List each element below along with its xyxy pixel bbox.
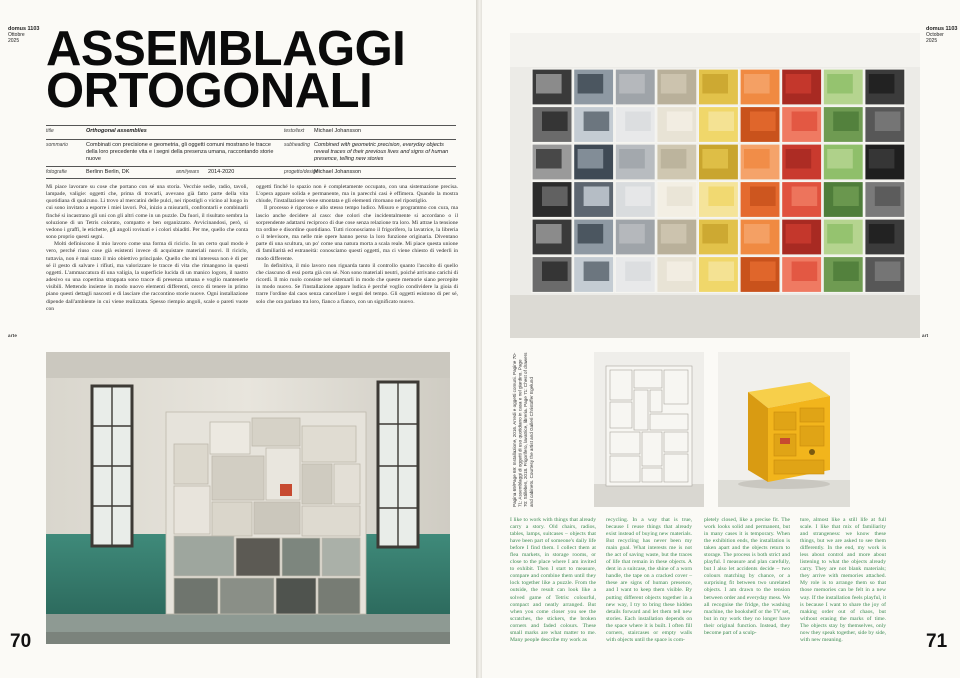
- shelf-object: [750, 112, 776, 132]
- shelf-object: [661, 149, 687, 169]
- shelf-object: [708, 262, 734, 282]
- meta-project-value: Michael Johansson: [314, 169, 362, 175]
- title-line-1: ASSEMBLAGGI: [46, 22, 406, 76]
- meta-summary-key: sommario: [46, 142, 68, 148]
- shelf-installation-photo: [510, 33, 920, 338]
- english-column-3: [704, 517, 790, 637]
- shelf-object: [744, 74, 770, 94]
- shelf-object: [578, 149, 604, 169]
- shelf-object: [833, 262, 859, 282]
- meta-row-title: [46, 125, 456, 139]
- shelf-object: [827, 224, 853, 244]
- masthead-issue: domus 1103: [8, 26, 40, 32]
- meta-project-key: progetto/design: [284, 169, 319, 175]
- english-column-4: [800, 517, 886, 644]
- shelf-object: [792, 187, 818, 207]
- paragraph: I like to work with things that already carry a story. Old chairs, radios, tables, lamps, suitcases – objects that have been part of someone's daily life before I find them. I collect them at flea markets, in storage rooms, or close to the place where I am invited to exhibit. Then I start to measure, compare and combine them until they lock together like a puzzle. From the outside, the result can look like a solved game of Tetris: colourful, compact and neatly arranged. But when you come closer you see the scratches, the stickers, the broken corners and faded colours. These small marks are what matter to me. Many people describe my work as: [510, 517, 596, 643]
- shelf-object: [619, 149, 645, 169]
- meta-title-value: Orthogonal assemblies: [86, 128, 147, 134]
- paragraph: Molti definiscono il mio lavoro come una forma di riciclo. In un certo qual modo è vero, perché riuso cose già esistenti invece di acquistare materiali nuovi. Il riciclo, tuttavia, non è mai stato il mio obiettivo principale. Quello che mi interessa non è di per sé il gesto di salvare i rifiuti, ma valorizzare le tracce di vita che rimangono in questi oggetti. L'ammaccatura di una valigia, la superficie lucida di un manico logoro, il nastro adesivo su una copertina strappata sono tracce di presenza umana e voglio mantenerle visibili. Mettendo insieme in modo nuovo elementi differenti, cerco di tenere in primo piano questi dettagli nascosti e di lasciare che raccontino storie nuove. Ogni installazione dipende dall'ambiente in cui viene realizzata. Spesso riempio angoli, scale o pareti vuote con: [46, 241, 248, 312]
- shelf-object: [708, 187, 734, 207]
- meta-author-value: Michael Johansson: [314, 128, 362, 134]
- shelf-object: [625, 187, 651, 207]
- paragraph: In definitiva, il mio lavoro non riguarda tanto il controllo quanto l'ascolto di quello che ciascuno di essi porta già con sé. Non sono materiali neutri, poiché arrivano carichi di ricordi. Il mio ruolo consiste nel sistemarli in modo che queste memorie siano percepite in modo nuovo. Se l'installazione appare ludica è perché voglio condividere la gioia di trarre l'ordine dal caos senza cancellare i segni del tempo. Gli oggetti esistono di per sé, solo che ora parlano tra loro, fianco a fianco, con un significato nuovo.: [256, 262, 458, 305]
- page-number-left: 70: [10, 631, 32, 652]
- shelf-object: [619, 74, 645, 94]
- title-line-2: ORTOGONALI: [46, 64, 373, 118]
- shelf-object: [542, 187, 568, 207]
- section-tag-right: art: [922, 333, 929, 338]
- italian-body-column-2: [256, 184, 458, 306]
- meta-row-summary: [46, 139, 456, 166]
- yellow-cube-image: [718, 352, 850, 507]
- shelf-object: [869, 149, 895, 169]
- shelf-object: [667, 187, 693, 207]
- shelf-object: [792, 262, 818, 282]
- shelf-object: [536, 149, 562, 169]
- masthead-left: [8, 26, 40, 44]
- shelf-object: [750, 187, 776, 207]
- paragraph: Mi piace lavorare su cose che portano con sé una storia. Vecchie sedie, radio, tavoli, lampade, valigie: oggetti che, prima di trovarli, avevano già fatto parte della vita quotidiana di qualcuno. Li trovo al mercatini delle pulci, nei ripostigli o vicino al luogo in cui sono invitato a esporre i miei lavori. Poi, inizio a misurarli, confrontarli e combinarli finché si incastrano gli uni con gli altri come in un puzzle. Da fuori, il risultato sembra la soluzione di un Tetris colorato, compatto e ben organizzato. Avvicinandosi, però, si vedono i graffi, le etichette, gli angoli rovinati e i colori sbiaditi. Per me, quello che conta sono proprio questi segni.: [46, 184, 248, 241]
- shelf-object: [875, 262, 901, 282]
- shelf-object: [875, 187, 901, 207]
- shelf-object: [786, 74, 812, 94]
- meta-photo-key: fotografie: [46, 169, 67, 175]
- shelf-object: [744, 224, 770, 244]
- masthead-year: 2025: [8, 38, 20, 44]
- meta-photo-value: Berlinn Berlin, DK: [86, 169, 130, 175]
- shelf-object: [536, 224, 562, 244]
- shelf-object: [786, 224, 812, 244]
- shelf-object: [536, 74, 562, 94]
- installation-room-image: [46, 352, 450, 644]
- shelf-object: [584, 187, 610, 207]
- shelf-installation-image: [510, 33, 920, 338]
- shelf-object: [702, 74, 728, 94]
- shelf-object: [833, 187, 859, 207]
- white-assemblage-photo: [594, 352, 704, 507]
- article-title: [46, 22, 466, 118]
- english-column-1: [510, 517, 596, 644]
- paragraph: oggetti finché lo spazio non è completamente occupato, con una sistemazione precisa. L'opera appare solida e permanente, ma in parecchi casi è effimera. Quando la mostra chiude, l'installazione viene smontata e gli elementi ritornano nel ripostiglio.: [256, 184, 458, 205]
- shelf-object: [625, 112, 651, 132]
- shelf-object: [619, 224, 645, 244]
- right-page: [482, 0, 960, 678]
- masthead-year: 2025: [926, 38, 938, 44]
- shelf-object: [667, 262, 693, 282]
- installation-room-photo: [46, 352, 450, 644]
- photo-caption: Pagina 69/Page 69: Installazione, 2016. Arredi e oggetti comuni. Pagine 70-71: Assemblaggi di oggetti di uso quotidiano in casa e nel giardino. Page 70: Stilleben, 2018. Frigorifero, lavatrice, libreria. Page 71: Chest of drawers and cabinets. Courtesy the artist and Galleri Christoffer Egelund: [512, 352, 534, 507]
- shelf-object: [584, 262, 610, 282]
- page-number-right: 71: [926, 631, 948, 652]
- section-tag-left: arte: [8, 333, 18, 338]
- shelf-object: [869, 74, 895, 94]
- left-page: [0, 0, 478, 678]
- shelf-object: [702, 224, 728, 244]
- shelf-object: [786, 149, 812, 169]
- masthead-right: [926, 26, 958, 44]
- meta-row-credits: [46, 166, 456, 179]
- masthead-month: October: [926, 32, 944, 38]
- meta-title-key: title: [46, 128, 54, 134]
- shelf-object: [792, 112, 818, 132]
- shelf-object: [661, 224, 687, 244]
- yellow-cube-photo: [718, 352, 850, 507]
- shelf-object: [744, 149, 770, 169]
- shelf-object: [750, 262, 776, 282]
- shelf-object: [833, 112, 859, 132]
- shelf-object: [667, 112, 693, 132]
- shelf-object: [625, 262, 651, 282]
- paragraph: ture, almost like a still life at full scale. I like that mix of familiarity and strangeness: we know these things, but we are asked to see them differently. In the end, my work is less about control and more about listening to what the objects already carry. They are not blank materials; they arrive with memories attached. My role is to arrange them so that those memories can be felt in a new way. If the installation feels playful, it is because I want to share the joy of making order out of chaos, but without erasing the marks of time. The objects stay by themselves, only now they speak together, side by side, with new meaning.: [800, 517, 886, 643]
- shelf-object: [827, 149, 853, 169]
- shelf-object: [827, 74, 853, 94]
- shelf-object: [702, 149, 728, 169]
- meta-years-value: 2014-2020: [208, 169, 235, 175]
- shelf-object: [578, 224, 604, 244]
- shelf-object: [708, 112, 734, 132]
- shelf-object: [542, 112, 568, 132]
- shelf-object: [869, 224, 895, 244]
- english-column-2: [606, 517, 692, 644]
- meta-subheading-key: subheading: [284, 142, 310, 148]
- italian-body-column-1: [46, 184, 248, 313]
- shelf-object: [661, 74, 687, 94]
- shelf-object: [875, 112, 901, 132]
- paragraph: recycling. In a way that is true, because I reuse things that already exist instead of buying new materials. But recycling has never been my main goal. What interests me is not the act of saving waste, but the traces of life that remain in these objects. A dent in a suitcase, the shine of a worn handle, the tape on a cracked cover – these are signs of human presence, and I want to keep them visible. By putting different objects together in a new way, I try to bring these hidden details forward and let them tell new stories. Each installation depends on the space where it is built. I often fill corners, staircases or empty walls with objects until the space is com-: [606, 517, 692, 643]
- masthead-month: Ottobre: [8, 32, 25, 38]
- meta-author-key: testo/text: [284, 128, 305, 134]
- paragraph: pletely closed, like a precise fit. The work looks solid and permanent, but in many cases it is temporary. When the exhibition ends, the installation is taken apart and the objects return to storage. The process is both strict and playful. I measure and plan carefully, but I also let accidents decide – two colours matching by chance, or a surprising fit between two unrelated objects. I am drawn to the tension between order and everyday mess. We all recognise the fridge, the washing machine, the bookshelf or the TV set, but in my work they no longer have their original function. Instead, they become part of a sculp-: [704, 517, 790, 636]
- meta-summary-value: Combinati con precisione e geometria, gli oggetti comuni mostrano le tracce della loro precedente vita e i segni della presenza umana, raccontando storie nuove: [86, 142, 274, 162]
- shelf-object: [584, 112, 610, 132]
- shelf-object: [578, 74, 604, 94]
- shelf-object: [542, 262, 568, 282]
- paragraph: Il processo è rigoroso e allo stesso tempo ludico. Misuro e programmo con cura, ma lascio anche decidere al caso: due colori che incidentalmente si accordano o il sorprendente adattarsi reciproco di due cose senza relazione tra loro. Mi attrae la tensione tra ordine e disordine quotidiano. Tutti riconosciamo il frigorifero, la lavatrice, la libreria o il televisore, ma nelle mie opere hanno perso la loro funzione originaria. Diventano parte di una scultura, un po' come una natura morta a scala reale. Mi piace questa unione di familiarità ed estraneità: conosciamo questi oggetti, ma ci viene chiesto di vederli in modo differente.: [256, 205, 458, 262]
- meta-subheading-value: Combined with geometric precision, everyday objects reveal traces of their previous lives and signs of human presence, telling new stories: [314, 142, 449, 162]
- masthead-issue: domus 1103: [926, 26, 958, 32]
- meta-years-key: anni/years: [176, 169, 200, 175]
- white-assemblage-image: [594, 352, 704, 507]
